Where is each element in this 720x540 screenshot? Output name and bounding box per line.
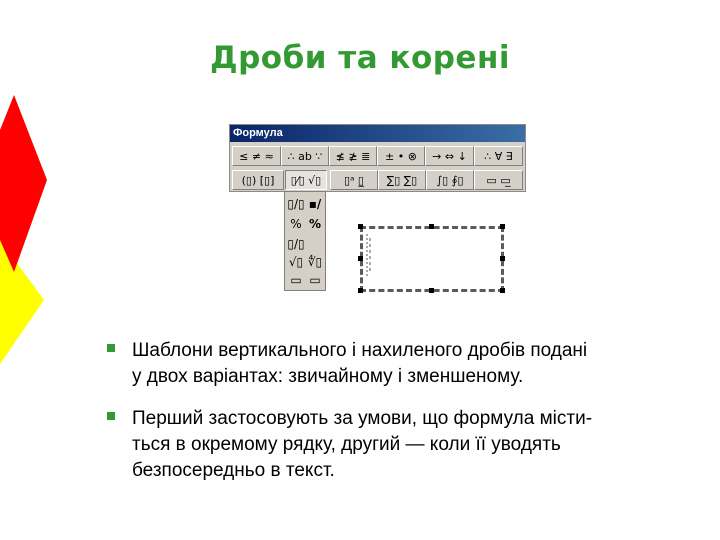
bullet-square-icon — [107, 344, 115, 352]
toolbar-title[interactable]: Формула — [230, 125, 525, 142]
reduced-fraction-icon: ▪/ — [308, 197, 322, 211]
slash-fraction-icon: % — [290, 217, 302, 231]
bullet-square-icon — [107, 412, 115, 420]
bullet-line: безпосередньо в текст. — [132, 460, 335, 481]
logical-symbols-icon: ∴ ∀ ∃ — [484, 150, 513, 163]
embellishments-button[interactable] — [329, 146, 377, 166]
fraction-radical-palette — [284, 191, 326, 291]
fraction-radical-templates-icon: ▯⁄▯ √▯ — [290, 174, 322, 187]
arrow-symbols-button[interactable] — [425, 146, 474, 166]
bullet-line: ться в окремому рядку, другий — коли її уводять — [132, 434, 561, 455]
square-root-icon: √▯ — [288, 255, 304, 269]
bullet-line: у двох варіантах: звичайному і зменшеному. — [132, 366, 524, 387]
nth-root-icon: ∜▯ — [307, 255, 323, 269]
integral-templates-button[interactable] — [426, 170, 474, 190]
baseline-slash-fraction-template[interactable] — [287, 234, 305, 254]
formula-insertion-marks — [364, 234, 374, 278]
embellishments-icon: ≰ ≱ ≣ — [335, 150, 371, 163]
slash-fraction-template[interactable] — [287, 214, 305, 234]
square-root-template[interactable] — [287, 252, 305, 272]
operator-symbols-icon: ± • ⊗ — [385, 150, 417, 163]
relation-symbols-button[interactable] — [232, 146, 281, 166]
reduced-fraction-template[interactable] — [306, 194, 324, 214]
logical-symbols-button[interactable] — [474, 146, 523, 166]
resize-handle-bottom[interactable] — [429, 288, 434, 293]
subscript-superscript-templates-button[interactable] — [330, 170, 378, 190]
underbar-overbar-templates-button[interactable] — [474, 170, 523, 190]
operator-symbols-button[interactable] — [377, 146, 425, 166]
subscript-superscript-templates-icon: ▯ᵃ ▯̲ — [344, 174, 364, 187]
resize-handle-top[interactable] — [429, 224, 434, 229]
full-size-fraction-icon: ▯/▯ — [287, 197, 305, 211]
toolbar-symbols-row — [232, 145, 523, 167]
fence-templates-button[interactable] — [232, 170, 284, 190]
resize-handle-top-left[interactable] — [358, 224, 363, 229]
bullet-line: Шаблони вертикального і нахиленого дробів подані — [132, 340, 588, 361]
baseline-slash-fraction-icon: ▯/▯ — [287, 237, 305, 251]
spaces-ellipses-icon: ∴ ab ∵ — [287, 150, 323, 163]
decorative-diamonds — [0, 90, 52, 370]
integral-templates-icon: ∫▯ ∮▯ — [436, 174, 464, 187]
arrow-symbols-icon: → ⇔ ↓ — [432, 150, 467, 163]
bullet-line: Перший застосовують за умови, що формула місти- — [132, 408, 593, 429]
full-size-fraction-template[interactable] — [287, 194, 305, 214]
bullet-item — [104, 338, 664, 390]
long-division-icon: ▭ — [290, 273, 302, 287]
resize-handle-bottom-left[interactable] — [358, 288, 363, 293]
equation-toolbar — [229, 124, 526, 192]
relation-symbols-icon: ≤ ≠ ≈ — [239, 150, 274, 163]
summation-templates-button[interactable] — [378, 170, 426, 190]
bullet-item — [104, 406, 664, 484]
bullet-text — [132, 338, 664, 390]
formula-edit-box[interactable] — [360, 226, 504, 292]
summation-templates-icon: ∑▯ ∑▯ — [386, 174, 418, 187]
long-division-reduced-template[interactable] — [306, 270, 324, 290]
toolbar-templates-row — [232, 169, 523, 191]
long-division-template[interactable] — [287, 270, 305, 290]
red-diamond — [0, 95, 47, 272]
resize-handle-right[interactable] — [500, 256, 505, 261]
spaces-ellipses-button[interactable] — [281, 146, 329, 166]
reduced-slash-fraction-template[interactable] — [306, 214, 324, 234]
bullet-text — [132, 406, 664, 484]
resize-handle-left[interactable] — [358, 256, 363, 261]
nth-root-template[interactable] — [306, 252, 324, 272]
long-division-reduced-icon: ▭ — [309, 273, 321, 287]
fence-templates-icon: (▯) [▯] — [241, 174, 275, 187]
resize-handle-top-right[interactable] — [500, 224, 505, 229]
reduced-slash-fraction-icon: % — [308, 217, 322, 231]
bullet-list — [104, 338, 664, 500]
resize-handle-bottom-right[interactable] — [500, 288, 505, 293]
yellow-diamond — [0, 240, 44, 364]
slide-title: Дроби та корені — [209, 40, 511, 76]
fraction-radical-templates-button[interactable] — [285, 170, 327, 190]
underbar-overbar-templates-icon: ▭ ▭̲ — [486, 174, 511, 187]
